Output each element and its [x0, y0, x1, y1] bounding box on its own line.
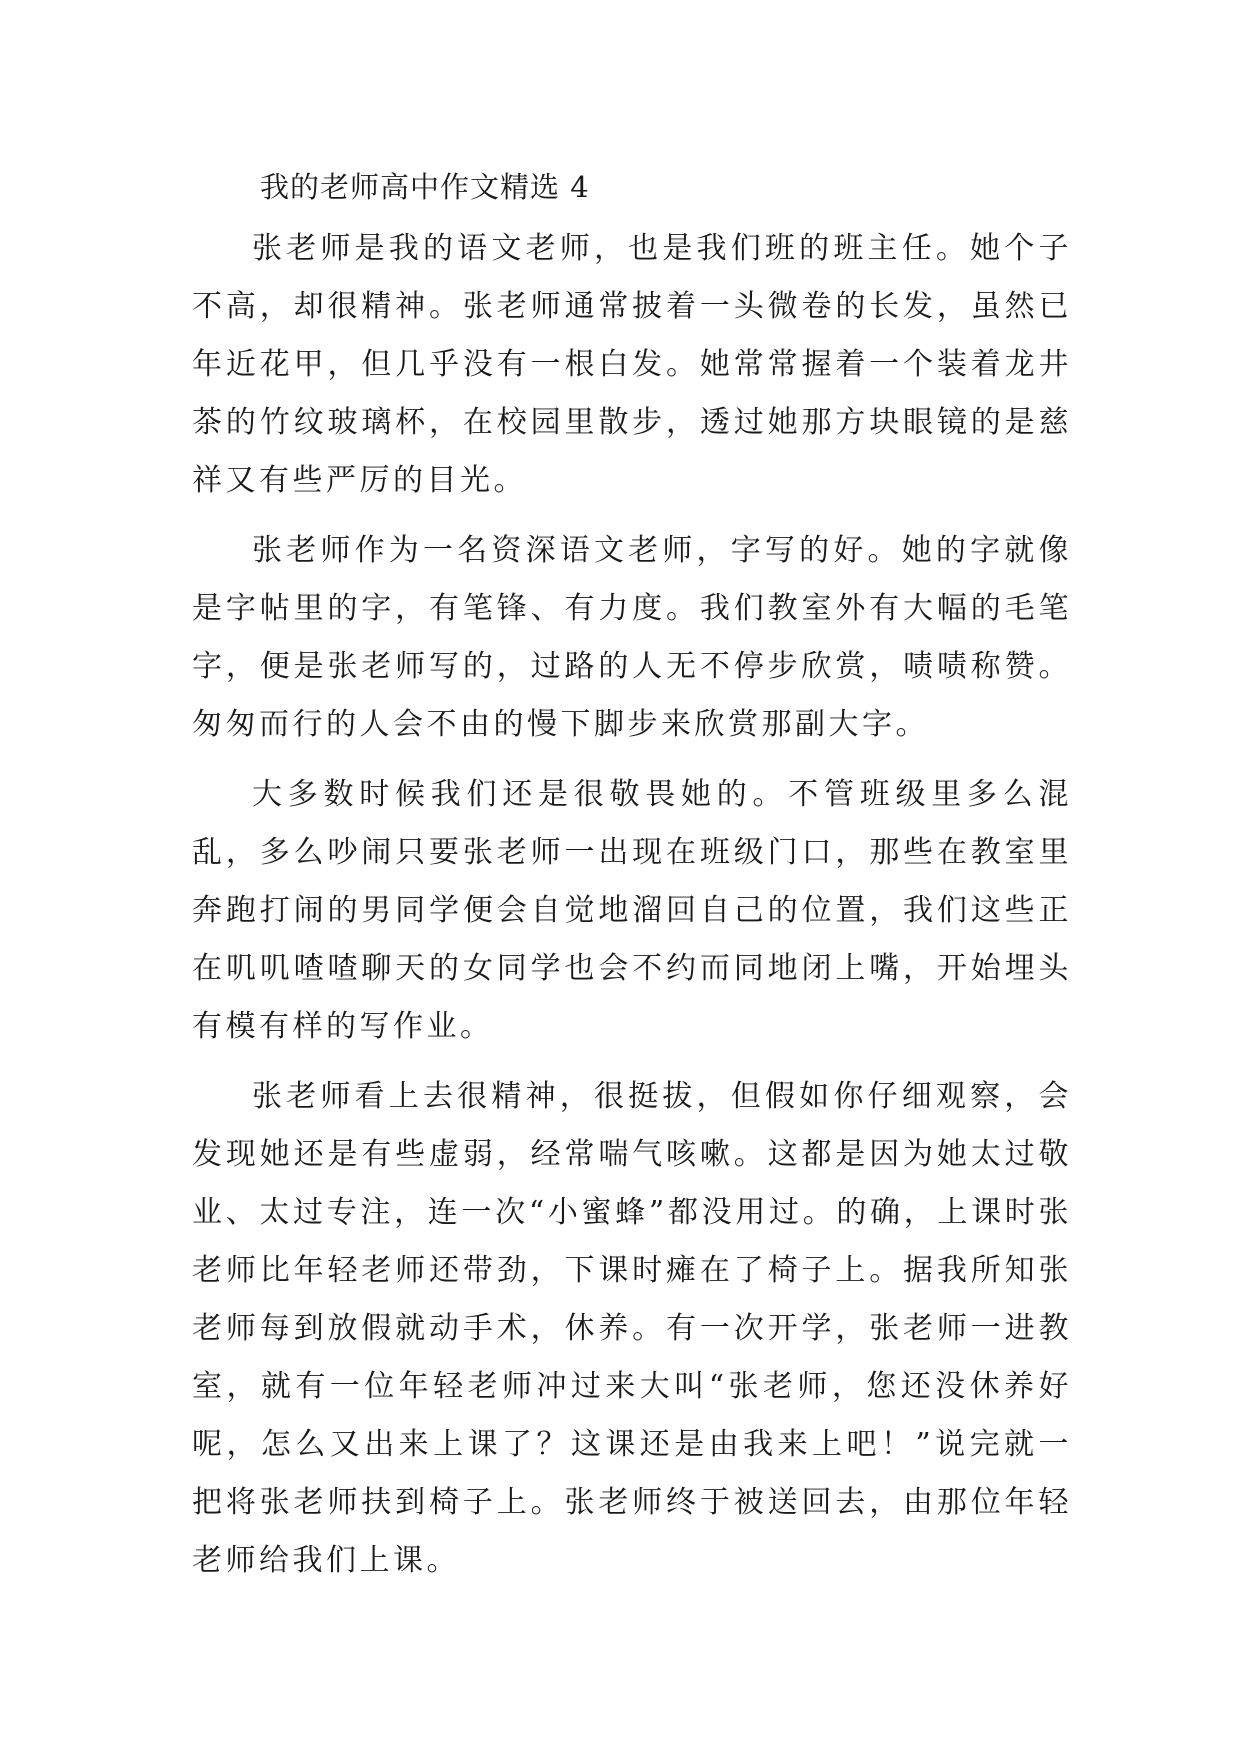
paragraph-4: 张老师看上去很精神，很挺拔，但假如你仔细观察，会发现她还是有些虚弱，经常喘气咳嗽。这都是因为她太过敬业、太过专注，连一次“小蜜蜂”都没用过。的确，上课时张老师比年轻老师还带劲，下课时瘫在了椅子上。据我所知张老师每到放假就动手术，休养。有一次开学，张老师一进教室，就有一位年轻老师冲过来大叫“张老师，您还没休养好呢，怎么又出来上课了？这课还是由我来上吧！”说完就一把将张老师扶到椅子上。张老师终于被送回去，由那位年轻老师给我们上课。: [192, 1079, 1072, 1578]
document-title: 我的老师高中作文精选 4: [260, 170, 590, 204]
paragraph-1: 张老师是我的语文老师，也是我们班的班主任。她个子不高，却很精神。张老师通常披着一头微卷的长发，虽然已年近花甲，但几乎没有一根白发。她常常握着一个装着龙井茶的竹纹玻璃杯，在校园里散步，透过她那方块眼镜的是慈祥又有些严厉的目光。: [192, 231, 1072, 498]
document-body: [192, 158, 1072, 1602]
paragraph-2: 张老师作为一名资深语文老师，字写的好。她的字就像是字帖里的字，有笔锋、有力度。我们教室外有大幅的毛笔字，便是张老师写的，过路的人无不停步欣赏，啧啧称赞。匆匆而行的人会不由的慢下脚步来欣赏那副大字。: [192, 533, 1072, 742]
paragraph-3: 大多数时候我们还是很敬畏她的。不管班级里多么混乱，多么吵闹只要张老师一出现在班级门口，那些在教室里奔跑打闹的男同学便会自觉地溜回自己的位置，我们这些正在叽叽喳喳聊天的女同学也会不约而同地闭上嘴，开始埋头有模有样的写作业。: [192, 777, 1072, 1044]
